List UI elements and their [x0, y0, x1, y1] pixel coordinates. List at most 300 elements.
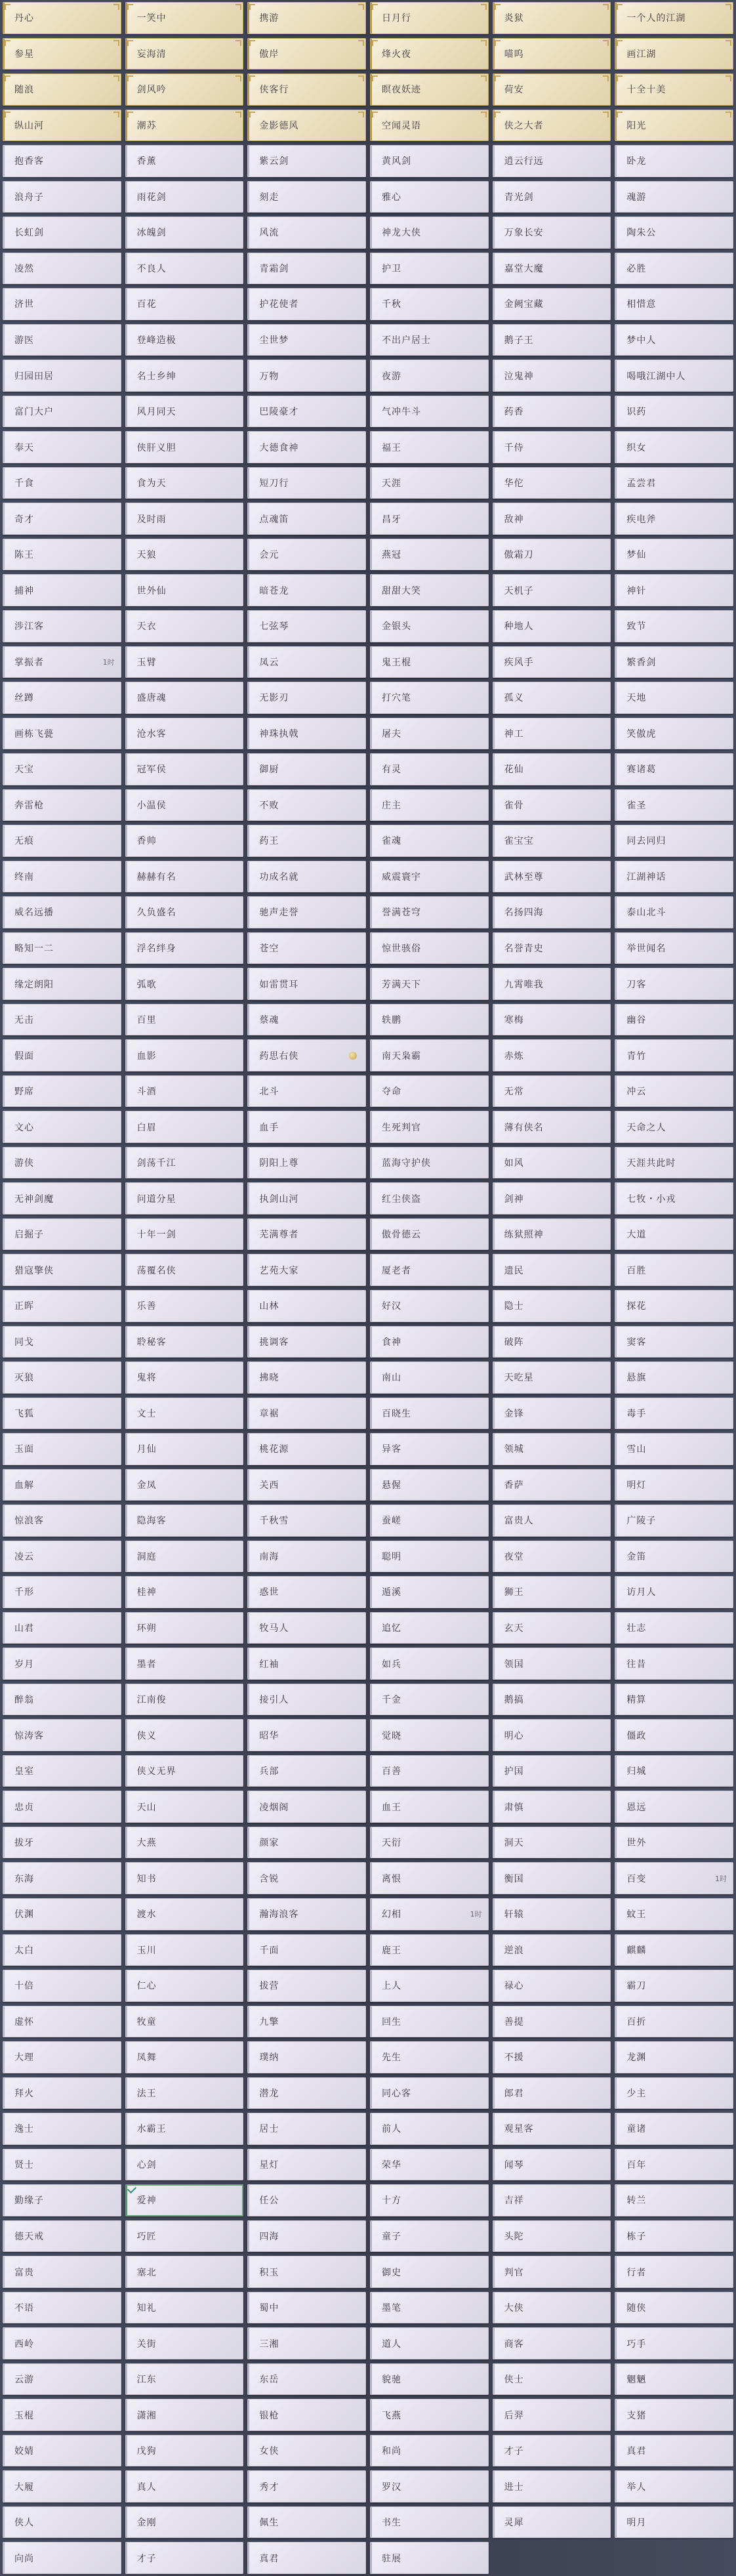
title-tile[interactable] — [247, 2470, 366, 2503]
title-tile[interactable] — [370, 1576, 489, 1608]
title-tile[interactable] — [370, 1684, 489, 1716]
title-tile[interactable] — [125, 1398, 244, 1430]
title-tile[interactable] — [3, 1719, 121, 1751]
title-tile[interactable] — [493, 1469, 611, 1501]
title-tile[interactable] — [125, 1218, 244, 1251]
title-tile[interactable] — [493, 467, 611, 499]
title-tile[interactable] — [370, 2077, 489, 2109]
title-tile[interactable] — [615, 2, 733, 34]
title-tile[interactable] — [493, 1290, 611, 1322]
title-tile[interactable] — [370, 1398, 489, 1430]
title-tile[interactable] — [615, 1218, 733, 1251]
title-tile[interactable] — [125, 1004, 244, 1036]
title-tile[interactable] — [125, 753, 244, 785]
title-tile[interactable] — [3, 2113, 121, 2145]
title-tile[interactable] — [615, 1684, 733, 1716]
title-tile[interactable] — [3, 1147, 121, 1179]
title-tile[interactable] — [3, 181, 121, 213]
title-tile[interactable] — [3, 1004, 121, 1036]
title-tile[interactable] — [615, 1970, 733, 2002]
title-tile[interactable] — [3, 1075, 121, 1108]
title-tile[interactable] — [3, 288, 121, 320]
title-tile[interactable] — [493, 1791, 611, 1823]
title-tile[interactable] — [247, 253, 366, 285]
title-tile[interactable] — [615, 2256, 733, 2288]
title-tile[interactable] — [125, 1326, 244, 1358]
title-tile[interactable] — [247, 861, 366, 893]
title-tile[interactable] — [3, 38, 121, 70]
title-tile[interactable] — [247, 574, 366, 606]
title-tile[interactable] — [370, 467, 489, 499]
title-tile[interactable] — [615, 1075, 733, 1108]
title-tile[interactable] — [493, 1755, 611, 1787]
title-tile[interactable] — [247, 1541, 366, 1573]
title-tile[interactable] — [370, 1648, 489, 1680]
title-tile[interactable] — [615, 1433, 733, 1465]
title-tile[interactable] — [247, 968, 366, 1000]
title-tile[interactable] — [370, 217, 489, 249]
title-tile[interactable] — [493, 2506, 611, 2539]
title-tile[interactable] — [615, 539, 733, 571]
title-tile[interactable] — [247, 38, 366, 70]
title-tile[interactable] — [493, 2184, 611, 2216]
title-tile[interactable] — [615, 1505, 733, 1537]
title-tile[interactable] — [125, 682, 244, 714]
title-tile[interactable] — [247, 1719, 366, 1751]
title-tile[interactable] — [370, 2149, 489, 2181]
title-tile[interactable] — [3, 1433, 121, 1465]
title-tile[interactable] — [125, 968, 244, 1000]
title-tile[interactable] — [370, 2006, 489, 2038]
title-tile[interactable] — [125, 1612, 244, 1644]
title-tile[interactable] — [615, 1147, 733, 1179]
title-tile[interactable] — [615, 1039, 733, 1071]
title-tile[interactable] — [247, 1934, 366, 1966]
title-tile[interactable] — [370, 1147, 489, 1179]
title-tile[interactable] — [493, 2470, 611, 2503]
title-tile[interactable] — [3, 467, 121, 499]
title-tile[interactable] — [3, 1398, 121, 1430]
title-tile[interactable] — [615, 789, 733, 821]
title-tile[interactable] — [3, 2077, 121, 2109]
title-tile[interactable] — [3, 932, 121, 965]
title-tile[interactable] — [3, 1755, 121, 1787]
title-tile[interactable] — [615, 396, 733, 428]
title-tile[interactable] — [3, 1290, 121, 1322]
title-tile[interactable] — [247, 896, 366, 928]
title-tile[interactable] — [615, 2077, 733, 2109]
title-tile[interactable] — [615, 2435, 733, 2467]
title-tile[interactable] — [125, 288, 244, 320]
title-tile[interactable] — [493, 38, 611, 70]
title-tile[interactable] — [370, 1111, 489, 1143]
title-tile[interactable] — [370, 1039, 489, 1071]
title-tile[interactable] — [615, 1612, 733, 1644]
title-tile[interactable] — [3, 253, 121, 285]
title-tile[interactable] — [493, 1326, 611, 1358]
title-tile[interactable] — [3, 2435, 121, 2467]
title-tile[interactable] — [125, 1648, 244, 1680]
title-tile[interactable] — [615, 467, 733, 499]
title-tile[interactable] — [493, 825, 611, 857]
title-tile[interactable] — [125, 825, 244, 857]
title-tile[interactable] — [615, 1361, 733, 1394]
title-tile[interactable] — [125, 2363, 244, 2396]
title-tile[interactable] — [493, 2435, 611, 2467]
title-tile[interactable] — [370, 1719, 489, 1751]
title-tile[interactable] — [247, 1361, 366, 1394]
title-tile[interactable] — [3, 1576, 121, 1608]
title-tile[interactable] — [493, 861, 611, 893]
title-tile[interactable] — [3, 2470, 121, 2503]
title-tile[interactable] — [3, 2399, 121, 2431]
title-tile[interactable] — [3, 1182, 121, 1215]
title-tile[interactable] — [493, 1648, 611, 1680]
title-tile[interactable] — [125, 2077, 244, 2109]
title-tile[interactable] — [247, 503, 366, 535]
title-tile[interactable] — [615, 1719, 733, 1751]
title-tile[interactable] — [3, 1505, 121, 1537]
title-tile[interactable] — [493, 253, 611, 285]
title-tile[interactable] — [125, 181, 244, 213]
title-tile[interactable] — [615, 38, 733, 70]
title-tile[interactable] — [370, 2292, 489, 2324]
title-tile[interactable] — [493, 2256, 611, 2288]
title-tile[interactable] — [125, 2149, 244, 2181]
title-tile[interactable] — [615, 610, 733, 642]
title-tile[interactable] — [125, 1361, 244, 1394]
title-tile[interactable] — [370, 253, 489, 285]
title-tile[interactable] — [125, 896, 244, 928]
title-tile[interactable] — [493, 431, 611, 463]
title-tile[interactable] — [370, 1254, 489, 1286]
title-tile[interactable] — [615, 718, 733, 750]
title-tile[interactable] — [247, 2256, 366, 2288]
title-tile[interactable] — [615, 145, 733, 177]
title-tile[interactable] — [615, 646, 733, 678]
title-tile[interactable] — [370, 1075, 489, 1108]
title-tile[interactable] — [247, 1433, 366, 1465]
title-tile[interactable] — [3, 1361, 121, 1394]
title-tile[interactable] — [247, 1469, 366, 1501]
title-tile[interactable] — [370, 932, 489, 965]
title-tile[interactable] — [125, 38, 244, 70]
title-tile[interactable] — [3, 1791, 121, 1823]
title-tile[interactable] — [493, 324, 611, 356]
title-tile[interactable] — [125, 2220, 244, 2253]
title-tile[interactable] — [3, 1862, 121, 1894]
title-tile[interactable] — [125, 2256, 244, 2288]
title-tile[interactable] — [370, 539, 489, 571]
title-tile[interactable] — [125, 1541, 244, 1573]
title-tile[interactable] — [615, 1182, 733, 1215]
title-tile[interactable] — [370, 2, 489, 34]
title-tile[interactable] — [125, 610, 244, 642]
title-tile[interactable] — [493, 110, 611, 142]
title-tile[interactable] — [247, 682, 366, 714]
title-tile[interactable] — [247, 2542, 366, 2574]
title-tile[interactable] — [125, 861, 244, 893]
title-tile[interactable] — [615, 825, 733, 857]
title-tile[interactable] — [370, 2220, 489, 2253]
title-tile[interactable] — [493, 360, 611, 392]
title-tile[interactable] — [615, 861, 733, 893]
title-tile[interactable] — [370, 968, 489, 1000]
title-tile[interactable] — [3, 1039, 121, 1071]
title-tile[interactable] — [3, 1218, 121, 1251]
title-tile[interactable] — [3, 574, 121, 606]
title-tile[interactable] — [493, 753, 611, 785]
title-tile[interactable] — [247, 73, 366, 106]
title-tile[interactable] — [247, 217, 366, 249]
title-tile[interactable] — [247, 1576, 366, 1608]
title-tile[interactable] — [247, 2006, 366, 2038]
title-tile[interactable] — [3, 789, 121, 821]
title-tile[interactable] — [370, 1361, 489, 1394]
title-tile[interactable] — [3, 503, 121, 535]
title-tile[interactable] — [370, 1612, 489, 1644]
title-tile[interactable] — [615, 2041, 733, 2073]
title-tile[interactable] — [247, 1612, 366, 1644]
title-tile[interactable] — [3, 1898, 121, 1930]
title-tile[interactable] — [493, 217, 611, 249]
title-tile[interactable] — [493, 1361, 611, 1394]
title-tile[interactable] — [247, 2077, 366, 2109]
title-tile[interactable] — [125, 145, 244, 177]
title-tile[interactable] — [247, 467, 366, 499]
title-tile[interactable] — [125, 2, 244, 34]
title-tile[interactable] — [247, 2220, 366, 2253]
title-tile[interactable] — [615, 431, 733, 463]
title-tile[interactable] — [247, 1827, 366, 1859]
title-tile[interactable] — [493, 2399, 611, 2431]
title-tile[interactable] — [125, 431, 244, 463]
title-tile[interactable] — [125, 360, 244, 392]
title-tile[interactable] — [3, 825, 121, 857]
title-tile[interactable] — [3, 1469, 121, 1501]
title-tile[interactable] — [493, 2363, 611, 2396]
title-tile[interactable] — [370, 1791, 489, 1823]
title-tile[interactable] — [247, 2506, 366, 2539]
title-tile[interactable] — [370, 1541, 489, 1573]
title-tile[interactable] — [493, 1111, 611, 1143]
title-tile[interactable] — [615, 1898, 733, 1930]
title-tile[interactable] — [247, 539, 366, 571]
title-tile[interactable] — [615, 1934, 733, 1966]
title-tile[interactable] — [370, 682, 489, 714]
title-tile[interactable] — [125, 1469, 244, 1501]
title-tile[interactable] — [370, 2327, 489, 2359]
title-tile[interactable] — [370, 2399, 489, 2431]
title-tile[interactable] — [247, 2, 366, 34]
title-tile[interactable] — [370, 2256, 489, 2288]
title-tile[interactable] — [493, 2220, 611, 2253]
title-tile[interactable] — [370, 646, 489, 678]
title-tile[interactable] — [3, 1934, 121, 1966]
title-tile[interactable] — [125, 110, 244, 142]
title-tile[interactable] — [247, 2435, 366, 2467]
title-tile[interactable] — [3, 360, 121, 392]
title-tile[interactable] — [615, 1755, 733, 1787]
title-tile[interactable] — [615, 2184, 733, 2216]
title-tile[interactable] — [370, 1898, 489, 1930]
title-tile[interactable] — [247, 2184, 366, 2216]
title-tile[interactable] — [125, 1182, 244, 1215]
title-tile[interactable] — [493, 1541, 611, 1573]
title-tile[interactable] — [615, 896, 733, 928]
title-tile[interactable] — [3, 1970, 121, 2002]
title-tile[interactable] — [3, 896, 121, 928]
title-tile[interactable] — [125, 2327, 244, 2359]
title-tile[interactable] — [615, 2292, 733, 2324]
title-tile[interactable] — [3, 1648, 121, 1680]
title-tile[interactable] — [493, 610, 611, 642]
title-tile[interactable] — [615, 2149, 733, 2181]
title-tile[interactable] — [3, 968, 121, 1000]
title-tile[interactable] — [493, 288, 611, 320]
title-tile[interactable] — [493, 181, 611, 213]
title-tile[interactable] — [125, 503, 244, 535]
title-tile[interactable] — [125, 396, 244, 428]
title-tile[interactable] — [615, 1791, 733, 1823]
title-tile[interactable] — [125, 1827, 244, 1859]
title-tile[interactable] — [370, 1755, 489, 1787]
title-tile[interactable] — [125, 217, 244, 249]
title-tile[interactable] — [125, 1576, 244, 1608]
title-tile[interactable] — [125, 1791, 244, 1823]
title-tile[interactable] — [493, 646, 611, 678]
title-tile[interactable] — [3, 861, 121, 893]
title-tile[interactable] — [493, 896, 611, 928]
title-tile[interactable] — [493, 1719, 611, 1751]
title-tile[interactable] — [3, 396, 121, 428]
title-tile[interactable] — [370, 2435, 489, 2467]
title-tile[interactable] — [493, 503, 611, 535]
title-tile[interactable] — [125, 1719, 244, 1751]
title-tile[interactable] — [247, 753, 366, 785]
title-tile[interactable] — [125, 2041, 244, 2073]
title-tile[interactable] — [493, 932, 611, 965]
title-tile[interactable] — [125, 1934, 244, 1966]
title-tile[interactable] — [247, 1648, 366, 1680]
title-tile[interactable] — [125, 467, 244, 499]
title-tile[interactable] — [615, 253, 733, 285]
title-tile[interactable] — [3, 73, 121, 106]
title-tile[interactable] — [493, 1039, 611, 1071]
title-tile[interactable] — [125, 932, 244, 965]
title-tile[interactable] — [370, 2113, 489, 2145]
title-tile[interactable] — [370, 1290, 489, 1322]
title-tile[interactable] — [247, 360, 366, 392]
title-tile[interactable] — [125, 1290, 244, 1322]
title-tile[interactable] — [247, 1791, 366, 1823]
title-tile[interactable] — [247, 1898, 366, 1930]
title-tile[interactable] — [247, 1398, 366, 1430]
title-tile[interactable] — [125, 2006, 244, 2038]
title-tile[interactable] — [615, 682, 733, 714]
title-tile[interactable] — [247, 1075, 366, 1108]
title-tile[interactable] — [493, 1827, 611, 1859]
title-tile[interactable] — [370, 1326, 489, 1358]
title-tile[interactable] — [3, 2149, 121, 2181]
title-tile[interactable] — [370, 288, 489, 320]
title-tile[interactable] — [125, 1254, 244, 1286]
title-tile[interactable] — [493, 1218, 611, 1251]
title-tile[interactable] — [615, 2220, 733, 2253]
title-tile[interactable] — [493, 1075, 611, 1108]
title-tile[interactable] — [493, 1862, 611, 1894]
title-tile[interactable] — [370, 1469, 489, 1501]
title-tile[interactable] — [493, 1505, 611, 1537]
title-tile[interactable] — [493, 2, 611, 34]
title-tile[interactable] — [370, 2184, 489, 2216]
title-tile[interactable] — [493, 968, 611, 1000]
title-tile[interactable] — [125, 718, 244, 750]
title-tile[interactable] — [493, 1934, 611, 1966]
title-tile[interactable] — [615, 1398, 733, 1430]
title-tile[interactable] — [3, 2363, 121, 2396]
title-tile[interactable] — [493, 682, 611, 714]
title-tile[interactable] — [615, 1576, 733, 1608]
title-tile[interactable] — [370, 503, 489, 535]
title-tile[interactable] — [3, 1326, 121, 1358]
title-tile[interactable] — [615, 574, 733, 606]
title-tile[interactable] — [370, 1218, 489, 1251]
title-tile[interactable] — [125, 2292, 244, 2324]
title-tile[interactable] — [493, 73, 611, 106]
title-tile[interactable] — [493, 1147, 611, 1179]
title-tile[interactable] — [3, 2327, 121, 2359]
title-tile[interactable] — [3, 539, 121, 571]
title-tile[interactable] — [3, 646, 121, 678]
title-tile[interactable] — [615, 2006, 733, 2038]
title-tile[interactable] — [370, 324, 489, 356]
title-tile[interactable] — [247, 1182, 366, 1215]
title-tile[interactable] — [125, 646, 244, 678]
title-tile[interactable] — [493, 2113, 611, 2145]
title-tile[interactable] — [3, 1254, 121, 1286]
title-tile[interactable] — [493, 2006, 611, 2038]
title-tile[interactable] — [3, 2292, 121, 2324]
title-tile[interactable] — [493, 1576, 611, 1608]
title-tile[interactable] — [370, 789, 489, 821]
title-tile[interactable] — [247, 1254, 366, 1286]
title-tile[interactable] — [615, 1290, 733, 1322]
title-tile[interactable] — [370, 1970, 489, 2002]
title-tile[interactable] — [370, 1182, 489, 1215]
title-tile[interactable] — [3, 145, 121, 177]
title-tile[interactable] — [615, 968, 733, 1000]
title-tile[interactable] — [370, 360, 489, 392]
title-tile[interactable] — [247, 1039, 366, 1071]
title-tile[interactable] — [125, 2184, 244, 2216]
title-tile[interactable] — [247, 181, 366, 213]
title-tile[interactable] — [3, 718, 121, 750]
title-tile[interactable] — [493, 789, 611, 821]
title-tile[interactable] — [493, 145, 611, 177]
title-tile[interactable] — [370, 1505, 489, 1537]
title-tile[interactable] — [3, 1541, 121, 1573]
title-tile[interactable] — [247, 1862, 366, 1894]
title-tile[interactable] — [125, 789, 244, 821]
title-tile[interactable] — [125, 2542, 244, 2574]
title-tile[interactable] — [370, 145, 489, 177]
title-tile[interactable] — [247, 431, 366, 463]
title-tile[interactable] — [125, 1147, 244, 1179]
title-tile[interactable] — [125, 1898, 244, 1930]
title-tile[interactable] — [247, 1970, 366, 2002]
title-tile[interactable] — [125, 1684, 244, 1716]
